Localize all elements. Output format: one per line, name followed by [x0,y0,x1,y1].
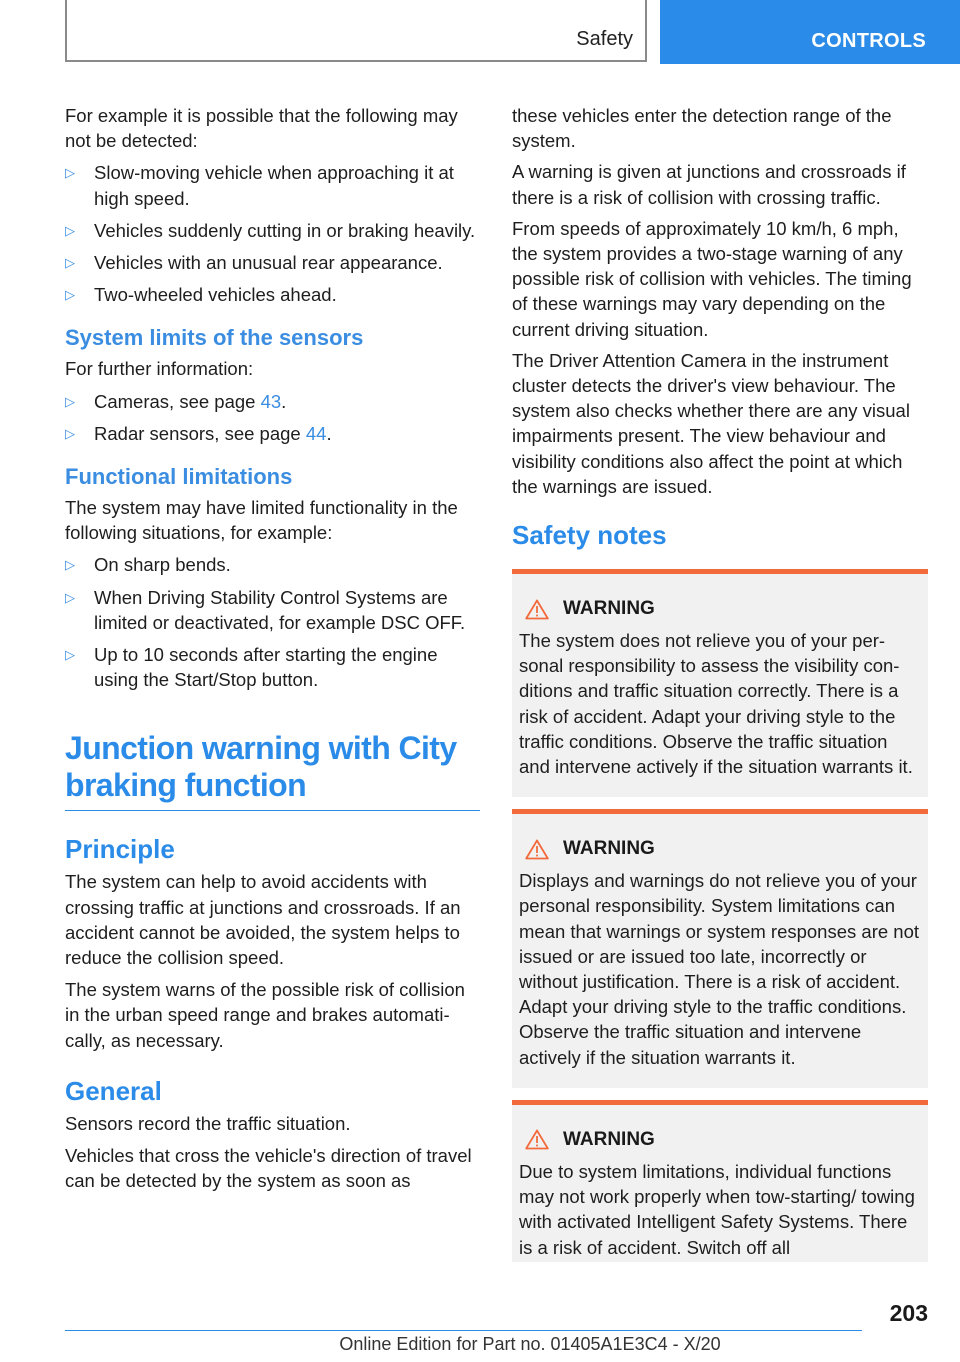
list-item-text: On sharp bends. [94,554,231,576]
functional-intro: The system may have limited functionality in the following situations, for example: [65,497,458,544]
warning-box [512,569,928,797]
footer-edition: Online Edition for Part no. 01405A1E3C4 - X/20 [339,1334,721,1354]
warning-text: Due to system limitations, individual functions may not work properly when tow-starting/ towing with activated Intelligent Safety Systems. There is a risk of accident. Switch off all [519,1160,915,1258]
warning-title-text: WARNING [563,838,655,860]
triangle-right-icon: ▷ [65,589,75,605]
list-item [65,282,480,307]
chapter-title [65,730,480,804]
warning-title [525,596,921,622]
triangle-right-icon: ▷ [65,287,75,303]
right-paragraph-2: A warning is given at junctions and crossroads if there is a risk of collision with crossing traffic. [512,161,906,208]
warning-title-text: WARNING [563,1128,655,1150]
warning-triangle-icon [525,839,549,860]
undetected-list [65,160,480,307]
header-section-box [65,0,647,62]
list-item-text: Vehicles with an unusual rear appearance. [94,252,443,274]
principle-paragraph-2: The system warns of the possible risk of collision in the urban speed range and brakes automatically, as necessary. [65,979,465,1051]
right-paragraph-3: From speeds of approximately 10 km/h, 6 mph, the system provides a two-stage warning of any possible risk of collision with vehicles. The timing of these warnings may vary depending on the current driving situation. [512,217,912,340]
chapter-title-rule [65,810,480,811]
right-column [512,103,928,1274]
triangle-right-icon: ▷ [65,222,75,238]
list-item-end: . [281,390,287,412]
list-item-text: Radar sensors, see page [94,422,306,444]
sensor-list [65,389,480,446]
principle-paragraph-1: The system can help to avoid accidents with crossing traffic at junctions and crossroads. If an accident cannot be avoided, the system helps to reduce the collision speed. [65,871,461,969]
safety-notes-heading: Safety notes [512,520,667,551]
header-section-label: Safety [576,28,633,50]
list-item [65,218,480,243]
warning-text: Displays and warnings do not relieve you of your personal responsibility. System limitations can mean that warnings or system responses are not issued or are issued too late, incorrectly or without justification. There is a risk of accident. Adapt your driving style to the traffic conditions. Observe the traffic situation and intervene actively if the situation warrants it. [519,870,919,1068]
warning-title [525,836,921,862]
warning-title [525,1127,921,1153]
list-item [65,585,480,635]
triangle-right-icon: ▷ [65,393,75,409]
triangle-right-icon: ▷ [65,425,75,441]
page-link-radar[interactable]: 44 [305,422,327,444]
warning-triangle-icon [525,599,549,620]
chapter-title-line2: braking function [65,767,307,804]
triangle-right-icon: ▷ [65,557,75,573]
triangle-right-icon: ▷ [65,165,75,181]
page-link-cameras[interactable]: 43 [260,390,282,412]
intro-paragraph: For example it is possible that the following may not be detected: [65,105,458,152]
triangle-right-icon: ▷ [65,255,75,271]
triangle-right-icon: ▷ [65,647,75,663]
list-item-text: Vehicles suddenly cutting in or braking heavily. [94,219,476,241]
sensors-heading: System limits of the sensors [65,325,364,351]
list-item [65,160,480,210]
list-item-text: Up to 10 seconds after starting the engine using the Start/Stop button. [94,644,438,691]
list-item [65,250,480,275]
list-item-text: Cameras, see page [94,390,261,412]
header-chapter-label: CONTROLS [811,30,926,52]
general-paragraph-1: Sensors record the traffic situation. [65,1112,351,1134]
list-item [65,389,480,414]
list-item-end: . [326,422,332,444]
header-chapter-box [660,0,960,64]
functional-list [65,552,480,692]
list-item [65,421,480,446]
list-item [65,552,480,577]
warning-box [512,1100,928,1262]
general-paragraph-2: Vehicles that cross the vehicle's direction of travel can be detected by the system as soon as [65,1145,472,1192]
page-number: 203 [889,1300,928,1326]
list-item-text: When Driving Stability Control Systems are limited or deactivated, for example DSC OFF. [94,586,466,633]
sensors-intro: For further information: [65,358,254,380]
warning-text: The system does not relieve you of your personal responsibility to assess the visibility conditions and traffic situation correctly. There is a risk of accident. Adapt your driving style to the traffic conditions. Observe the traffic situation and intervene actively if the situation warrants it. [519,630,913,778]
chapter-title-line1: Junction warning with City [65,730,457,767]
footer-rule [65,1330,862,1331]
functional-heading: Functional limitations [65,464,293,490]
right-paragraph-1: these vehicles enter the detection range of the system. [512,105,892,152]
list-item-text: Slow-moving vehicle when approaching it at high speed. [94,162,454,209]
right-paragraph-4: The Driver Attention Camera in the instrument cluster detects the driver's view behaviour. The system also checks whether there are any visual impairments present. The view behaviour and visibility conditions also affect the point at which the warnings are issued. [512,349,910,497]
warning-title-text: WARNING [563,598,655,620]
warning-box [512,809,928,1088]
general-heading: General [65,1075,162,1106]
warning-triangle-icon [525,1129,549,1150]
list-item [65,642,480,692]
principle-heading: Principle [65,834,175,865]
list-item-text: Two-wheeled vehicles ahead. [94,284,337,306]
left-column [65,103,480,1200]
